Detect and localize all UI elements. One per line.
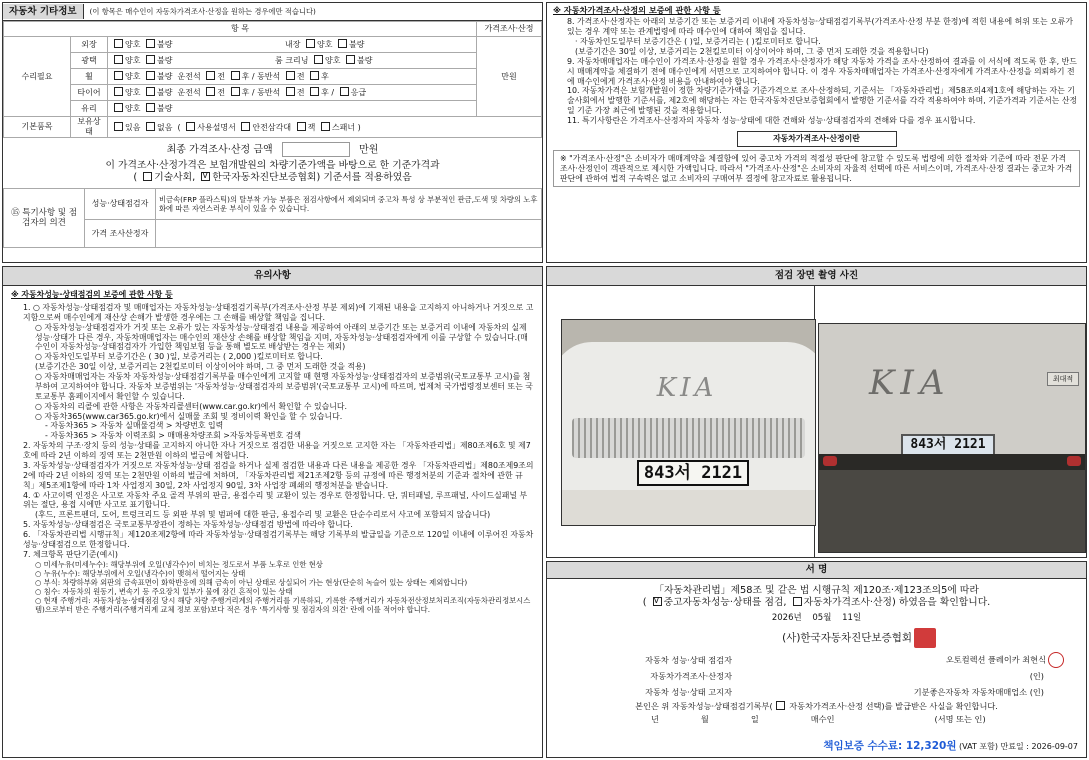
checkbox[interactable] xyxy=(310,71,319,80)
ground xyxy=(819,470,1085,552)
basic-label: 보유상태 xyxy=(71,117,108,138)
sig-perf: 중고자동차성능·상태를 점검, xyxy=(663,597,790,609)
row-label: 휠 xyxy=(71,69,108,85)
fee-note: (VAT 포함) 만료일 : 2026-09-07 xyxy=(959,741,1078,751)
checkbox[interactable] xyxy=(114,87,123,96)
receipt-a: 본인은 위 자동차성능·상태점검기록부( xyxy=(635,701,773,712)
row-label: 타이어 xyxy=(71,85,108,101)
basis-line2 xyxy=(3,172,542,184)
note-item: - 자동차365 > 자동차 실매물검색 > 차량번호 입력 xyxy=(45,421,224,431)
signature-line2 xyxy=(547,597,1086,609)
checkbox[interactable] xyxy=(146,122,155,131)
checkbox[interactable] xyxy=(286,71,295,80)
receipt-line xyxy=(547,701,1086,711)
signer-name: 기분좋은자동차 자동차매매업소 (인) xyxy=(913,686,1044,697)
receipt-b: 자동차가격조사·산정 선택)를 발급받은 사실을 확인합니다. xyxy=(786,701,998,712)
checkbox[interactable] xyxy=(241,122,250,131)
photos-header: 점검 장면 촬영 사진 xyxy=(547,267,1086,286)
checkbox-receipt[interactable] xyxy=(776,701,785,710)
kia-logo: KIA xyxy=(656,373,718,403)
checkbox[interactable] xyxy=(186,122,195,131)
row-options[interactable]: 양호 불량 내장 양호 불량 xyxy=(108,37,477,53)
row-label2: 내장 xyxy=(285,40,301,49)
sig-price: 자동차가격조사·산정) 하였음을 확인합니다. xyxy=(803,597,991,609)
tail-light-left xyxy=(823,456,837,466)
checkbox[interactable] xyxy=(321,122,330,131)
checkbox[interactable] xyxy=(231,87,240,96)
price-guarantee-items xyxy=(553,17,1080,126)
tail-light-right xyxy=(1067,456,1081,466)
note-item: ○ 누유(누수): 해당부위에서 오일(냉각수)이 맺혀서 떨어지는 상태 xyxy=(35,568,246,578)
signer-seal xyxy=(1048,652,1064,668)
note-item: ○ 자동차의 리콜에 관한 사항은 자동차리콜센터(www.car.go.kr)에서 확인할 수 있습니다. xyxy=(35,401,348,411)
notes-body xyxy=(3,286,542,618)
photos-section xyxy=(546,266,1087,558)
receipt-sign: (서명 또는 인) xyxy=(934,714,986,725)
note-item: (후드, 프론트펜더, 도어, 트렁크리드 등 외판 부위 및 범퍼에 대한 판금, 용접수리 및 교환은 단순수리로서 사고에 포함되지 않습니다) xyxy=(35,510,491,520)
checkbox[interactable] xyxy=(310,87,319,96)
section-title: 자동차 기타정보 xyxy=(3,4,84,20)
definition-title: 자동차가격조사·산정이란 xyxy=(737,131,897,147)
checkbox[interactable] xyxy=(146,71,155,80)
note-item: 2. 자동차의 구조·장치 등의 성능·상태를 고지하지 아니한 자나 거짓으로 점검한 내용을 거짓으로 고지한 자는 「자동차관리법」제80조제6호 및 제7호에 따라 2년 이하의 징역 또는 2천만원 이하의 벌금에 처합니다. xyxy=(23,441,531,460)
basic-group-label: 기본품목 xyxy=(4,117,71,138)
license-plate-front: 843서 2121 xyxy=(637,460,749,486)
guarantee-item: 10. 자동차가격은 보험개발원이 정한 차량기준가액을 기준가격으로 조사·산정하되, 기준서는 「자동차관리법」제58조의4제1호에 해당하는 자는 기술사회에서 발행한 기준서를, 제2호에 해당하는 자는 한국자동차진단보증협회에서 발행한 기준서를 각각 적용하여야 하며, 기준가격과 기준서는 산정일 기준 가장 최근에 발행된 것을 적용합니다. xyxy=(567,86,1078,116)
note-item: ○ 현재 주행거리: 자동차성능·상태점검 당시 해당 차량 주행거리계의 주행거리를 기록하되, 기록한 주행거리가 자동차전산정보처리조직(자동차관리정보시스템)으로부터 받은 주행거리(주행거리계 교체 정보 포함)보다 적은 경우 '특기사항 및 점검자의 의견' 란에 이를 적어야 합니다. xyxy=(35,596,531,615)
checkbox[interactable] xyxy=(286,87,295,96)
receipt-date-row xyxy=(547,714,1086,724)
org-stamp xyxy=(914,628,936,648)
signer-rows xyxy=(547,652,1086,700)
checkbox[interactable] xyxy=(306,39,315,48)
date-year: 2026년 xyxy=(771,613,802,624)
signer-name: 오토컬렉션 플레이카 최현식 xyxy=(945,654,1046,665)
note-item: ○ 자동차365(www.car365.go.kr)에서 실매물 조회 및 정비이력 확인을 할 수 있습니다. xyxy=(35,411,343,421)
signature-date xyxy=(547,613,1086,624)
checkbox[interactable] xyxy=(314,55,323,64)
basis-open: ( xyxy=(133,172,141,184)
signer-role: 자동차가격조사·산정자 xyxy=(650,670,732,681)
note-item: (보증기간은 30일 이상, 보증거리는 2천킬로미터 이상이어야 하며, 그 중 먼저 도래한 것을 적용) xyxy=(35,362,366,372)
org-name: (사)한국자동차진단보증협회 xyxy=(782,632,912,645)
signer-name: (인) xyxy=(1029,670,1044,681)
row-label: 외장 xyxy=(71,37,108,53)
date-day: 11일 xyxy=(842,613,862,624)
org-line xyxy=(547,628,936,648)
checkbox-price[interactable] xyxy=(793,597,802,606)
final-price-input[interactable] xyxy=(282,142,350,157)
checkbox[interactable] xyxy=(340,87,349,96)
repair-group-label: 수리필요 xyxy=(4,37,71,117)
price-guarantee-title: ※ 자동차가격조사·산정의 보증에 관한 사항 등 xyxy=(553,5,721,15)
row-options[interactable]: 양호 불량 운전석 전 후 / 동반석 전 후 xyxy=(108,69,477,85)
photo-front-car xyxy=(561,319,816,526)
checkbox[interactable] xyxy=(206,87,215,96)
note-item: ○ 부식: 차량하부와 외판의 금속표면이 화학반응에 의해 금속이 아닌 상태로 상실되어 가는 현상(단순히 녹슬어 있는 상태는 제외합니다) xyxy=(35,577,468,587)
final-price-label: 최종 가격조사·산정 금액 xyxy=(166,144,273,156)
price-guarantee-section xyxy=(546,2,1087,263)
max-load-badge: 최대적 xyxy=(1047,372,1079,386)
signer-role: 자동차 성능·상태 점검자 xyxy=(645,654,732,665)
basic-options[interactable]: 있음 없음 ( 사용설명서 안전삼각대 잭 스패너 ) xyxy=(108,117,542,138)
guarantee-item: 8. 가격조사·산정자는 아래의 보증기간 또는 보증거리 이내에 자동차성능·상태점검기록부(가격조사·산정 부분 한정)에 적힌 내용에 허위 또는 오류가 있는 경우 계약 또는 관계법령에 따라 매수인에 대하여 책임을 집니다. xyxy=(567,17,1074,37)
guarantee-item: 9. 자동차매매업자는 매수인이 가격조사·산정을 원할 경우 가격조사·산정자가 해당 자동차 가격을 조사·산정하여 결과를 이 서식에 적도록 한 후, 반드시 매매계약을 체결하기 전에 매수인에게 서면으로 고지하여야 합니다. 이 경우 자동차매매업자는 가격조사·산정자에게 가격조사·산정을 의뢰하기 전에 매수인에게 가격조사·산정 비용을 안내하여야 합니다. xyxy=(567,56,1077,86)
note-item: 4. ① 사고이력 인정은 사고로 자동차 주요 골격 부위의 판금, 용접수리 및 교환이 있는 경우로 한정합니다. 단, 쿼터패널, 루프패널, 사이드실패널 부위는 절단, 용접 시에만 사고로 표기합니다. xyxy=(23,490,528,510)
signer-role: 자동차 성능·상태 고지자 xyxy=(645,686,732,697)
checkbox[interactable] xyxy=(146,87,155,96)
rear-bumper xyxy=(819,454,1085,470)
signer-row xyxy=(547,668,1086,684)
checkbox[interactable] xyxy=(297,122,306,131)
checkbox[interactable] xyxy=(231,71,240,80)
notes-section-title: ※ 자동차성능·상태점검의 보증에 관한 사항 등 xyxy=(11,290,173,299)
receipt-buyer: 매수인 xyxy=(810,714,835,725)
vehicle-other-info-header xyxy=(3,3,542,21)
photo-rear-car xyxy=(818,323,1086,553)
row-options[interactable]: 양호 불량 운전석 전 후 / 동반석 전 후 / 응급 xyxy=(108,85,477,101)
guarantee-item: (보증기간은 30일 이상, 보증거리는 2천킬로미터 이상이어야 하며, 그 중 먼저 도래한 것을 적용합니다) xyxy=(575,46,929,56)
checkbox[interactable] xyxy=(338,39,347,48)
receipt-year: 년 xyxy=(651,714,659,725)
car-grille xyxy=(572,418,805,458)
price-unit: 만원 xyxy=(477,37,542,117)
final-price-unit: 만원 xyxy=(359,144,379,156)
note-item: ○ 자동차매매업자는 자동차 자동차성능·상태점검기록부를 매수인에게 고지할 때 현행 자동차성능·상태점검자의 보증범위(국토교통부 고시)를 첨부하여 고지하여야 합니다. 자동차 보증범위는 '자동차성능·상태점검자의 보증범위'(국토교통부 고시)에 따르며, 법제처 국가법령정보센터 또는 국토교통부 홈페이지에서 확인할 수 있습니다. xyxy=(35,372,533,401)
checkbox[interactable] xyxy=(114,39,123,48)
notes-header: 유의사항 xyxy=(3,267,542,286)
signature-section xyxy=(546,561,1087,758)
checkbox[interactable] xyxy=(146,55,155,64)
vehicle-other-info-section xyxy=(2,2,543,263)
notes-section xyxy=(2,266,543,758)
checkbox[interactable] xyxy=(114,103,123,112)
note-item: - 자동차365 > 자동차 이력조회 > 매매용차량조회 >자동차등록번호 검색 xyxy=(45,431,301,441)
note-item: 7. 체크항목 판단기준(예시) xyxy=(23,549,118,559)
basis-tech: 기술사회, xyxy=(154,172,199,184)
notes-list xyxy=(11,303,534,614)
fee-line xyxy=(823,740,1078,753)
signature-header: 서 명 xyxy=(547,562,1086,579)
basis-line1: 이 가격조사·산정가격은 보험개발원의 차량기준가액을 바탕으로 한 기준가격과 xyxy=(105,160,440,171)
checkbox[interactable] xyxy=(346,55,355,64)
receipt-day: 일 xyxy=(750,714,759,725)
checkbox-tech-society[interactable] xyxy=(143,172,152,181)
signer-row xyxy=(547,652,1086,668)
note-item: ○ 자동차성능·상태점검자가 거짓 또는 오류가 있는 자동차성능·상태점검 내용을 제공하여 아래의 보증기간 또는 보증거리 이내에 자동차의 실제 성능·상태가 다른 경우, 자동차매매업자는 매수인의 재산상 손해를 배상할 책임을 지며, 자동차성능·상태점검자에게 이를 구상할 수 있습니다.(매수인이 자동차성능·상태점검자가 가입한 책임보험 등을 통해 별도로 배상받는 경우는 제외) xyxy=(35,322,528,352)
signer-row xyxy=(547,684,1086,700)
row-label: 광택 xyxy=(71,53,108,69)
final-price-line xyxy=(3,142,542,157)
sig-open: ( xyxy=(642,597,650,609)
note-item: 5. 자동차성능·상태점검은 국토교통부장관이 정하는 자동차성능·상태점검 방법에 따라야 합니다. xyxy=(23,520,353,530)
kia-logo-rear: KIA xyxy=(869,363,951,403)
special-table xyxy=(3,188,542,248)
col-price-header: 가격조사·산정 xyxy=(477,22,542,37)
row-options[interactable]: 양호 불량 룸 크리닝 양호 불량 xyxy=(108,53,477,69)
note-item: ○ 침수: 자동차의 원동기, 변속기 등 주요장치 일부가 물에 잠긴 흔적이 있는 상태 xyxy=(35,586,293,596)
basis-kadiwa: 한국자동차진단보증협회) 기준서를 적용하였음 xyxy=(212,172,412,184)
note-item: 1. ○ 자동차성능·상태점검자 및 매매업자는 자동차성능·상태점검기록부(가격조사·산정 부분 제외)에 기재된 내용을 고지하지 아니하거나 거짓으로 고지함으로써 매수인에게 재산상 손해가 발생한 경우에는 그 손해를 배상할 책임을 집니다. xyxy=(23,302,534,322)
special-perf-label: 성능·상태점검자 xyxy=(85,189,156,220)
date-month: 05월 xyxy=(812,613,832,624)
receipt-month: 월 xyxy=(700,714,709,725)
note-item: 3. 자동차성능·상태점검자가 거짓으로 자동차성능·상태 점검을 하거나 실제 점검한 내용과 다른 내용을 제공한 경우 「자동차관리법」제80조제9조의2에 따라 2년 이하의 징역 또는 2천만원 이하의 벌금에 처하며, 「자동차관리법 제21조제2항 등의 규정에 따른 행정처분의 기준과 절차에 관한 규칙」제5조제1항에 따라 1차 사업정지 30일, 2차 사업정지 90일, 3차 사업장 폐쇄의 행정처분을 받습니다. xyxy=(23,460,534,490)
checkbox[interactable] xyxy=(146,103,155,112)
special-label: ⑮ 특기사항 및 점검자의 의견 xyxy=(4,189,85,248)
row-label2: 룸 크리닝 xyxy=(275,56,309,65)
note-item: 6. 「자동차관리법 시행규칙」제120조제2항에 따라 자동차성능·상태점검기록부는 해당 기록부의 발급일을 기준으로 120일 이내에 이루어진 자동차 성능·상태점검으로 한정합니다. xyxy=(23,530,534,549)
checkbox[interactable] xyxy=(206,71,215,80)
checkbox-performance[interactable] xyxy=(653,597,662,606)
row-label: 유리 xyxy=(71,101,108,117)
signer-name-wrap xyxy=(732,652,1086,668)
special-price-label: 가격 조사산정자 xyxy=(85,220,156,248)
note-item: ○ 미세누유(미세누수): 해당부위에 오일(냉각수)이 비치는 정도로서 부품 노후로 인한 현상 xyxy=(35,559,323,569)
repair-table xyxy=(3,21,542,138)
special-perf-text: 비금속(FRP 플라스틱)의 탈부착 가능 부품은 점검사항에서 제외되며 중고차 특성 상 부분적인 판금,도색 및 차량의 노후화에 따른 자연스러운 부식이 있을 수 있습니다. xyxy=(156,189,542,220)
note-item: ○ 자동차인도일부터 보증기간은 ( 30 )일, 보증거리는 ( 2,000 )킬로미터로 합니다. xyxy=(35,352,323,362)
fee-label: 책임보증 수수료: 12,320원 xyxy=(823,739,957,752)
checkbox[interactable] xyxy=(146,39,155,48)
row-options[interactable]: 양호 불량 xyxy=(108,101,477,117)
guarantee-item: 11. 특기사항란은 가격조사·산정자의 자동차 성능·상태에 대한 견해와 성능·상태점검자의 견해와 다를 경우 표시합니다. xyxy=(567,116,976,125)
guarantee-item: · 자동차인도일부터 보증기간은 ( )일, 보증거리는 ( )킬로미터로 합니다. xyxy=(575,37,821,46)
checkbox[interactable] xyxy=(114,71,123,80)
license-plate-rear: 843서 2121 xyxy=(901,434,995,456)
special-price-text[interactable] xyxy=(156,220,542,248)
definition-text: ※ "가격조사·산정"은 소비자가 매매계약을 체결함에 있어 중고차 가격의 적절성 판단에 참고할 수 있도록 법령에 의한 절차와 기준에 따라 전문 가격조사·산정인이 객관적으로 제시한 가액입니다. 따라서 "가격조사·산정"은 소비자의 자율적 선택에 따른 서비스이며, 가격조사·산정 결과는 중고차 가격판단에 관하여 법적 구속력은 없고 소비자의 구매여부 결정에 참고자료로 활용됩니다. xyxy=(553,150,1080,188)
signature-line1: 「자동차관리법」제58조 및 같은 법 시행규칙 제120조·제123조의5에 따라 xyxy=(654,585,979,596)
checkbox[interactable] xyxy=(114,55,123,64)
section-note: (이 항목은 매수인이 자동차가격조사·산정을 원하는 경우에만 적습니다) xyxy=(89,6,316,16)
col-item-header: 항 목 xyxy=(4,22,477,37)
car-bumper xyxy=(562,490,815,525)
checkbox-kadiwa[interactable] xyxy=(201,172,210,181)
checkbox[interactable] xyxy=(114,122,123,131)
